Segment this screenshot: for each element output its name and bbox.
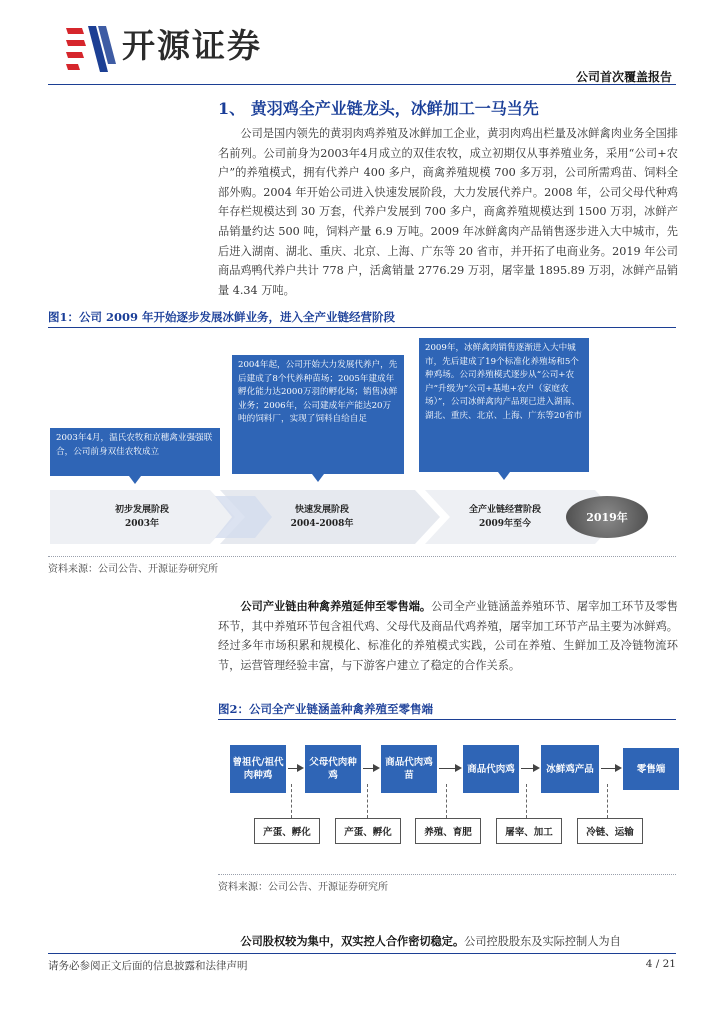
figure1-bottom-rule <box>48 556 676 557</box>
stage-name: 全产业链经营阶段 <box>468 505 541 515</box>
paragraph-body: 公司控股股东及实际控制人为自 <box>464 935 621 948</box>
connector-line <box>526 784 527 818</box>
flow-box-commercial-chicks: 商品代肉鸡苗 <box>381 745 437 793</box>
header-divider <box>48 84 676 85</box>
footer-divider <box>48 953 676 954</box>
timeline-callout-2003: 2003年4月，温氏农牧和京穗禽业强强联合，公司前身双佳农牧成立 <box>50 428 220 476</box>
paragraph-body: 公司全产业链涵盖养殖环节、屠宰加工环节及零售环节，其中养殖环节包含祖代鸡、父母代及商品代鸡养殖，屠宰加工环节产品主要为冰鲜鸡。经过多年市场积累和规模化、标准化的养殖模式实践，公司在养殖、生鲜加工及冷链物流环节，运营管理经验丰富，与下游客户建立了稳定的合作关系。 <box>218 600 678 672</box>
industry-chain-paragraph <box>218 597 678 675</box>
timeline-callout-2009: 2009年，冰鲜禽肉销售逐渐进入大中城市，先后建成了19个标准化养殖场和5个种鸡场。公司养殖模式逐步从“公司+农户”升级为“公司+基地+农户（家庭农场）”，公司冰鲜禽肉产品现已进入湖南、湖北、重庆、北京、上海、广东等20省市 <box>419 338 589 472</box>
sub-box-lay-hatch-2: 产蛋、孵化 <box>335 818 401 844</box>
page-number: 4 / 21 <box>645 958 676 970</box>
stage-period: 2003年 <box>124 519 160 529</box>
flow-box-grandparent-stock: 曾祖代/祖代肉种鸡 <box>230 745 286 793</box>
stage-2009 <box>445 503 565 531</box>
figure1-source: 资料来源：公司公告、开源证券研究所 <box>48 564 218 575</box>
flow-arrow <box>363 768 378 769</box>
stage-name: 初步发展阶段 <box>114 505 169 515</box>
stage-period: 2004-2008年 <box>290 519 354 529</box>
figure2-bottom-rule <box>218 874 676 875</box>
section-title: 1、 黄羽鸡全产业链龙头，冰鲜加工一马当先 <box>218 99 539 118</box>
footer-disclaimer: 请务必参阅正文后面的信息披露和法律声明 <box>48 960 248 972</box>
timeline-end-2019: 2019年 <box>566 496 648 538</box>
stage-2003 <box>92 503 192 531</box>
figure2-title: 图2：公司全产业链涵盖种禽养殖至零售端 <box>218 702 433 716</box>
figure1-rule <box>48 327 676 328</box>
figure2-source: 资料来源：公司公告、开源证券研究所 <box>218 882 388 893</box>
sub-box-slaughter-process: 屠宰、加工 <box>496 818 562 844</box>
stage-2004-2008 <box>262 503 382 531</box>
logo-icon <box>62 24 118 74</box>
flow-arrow <box>521 768 538 769</box>
timeline-callout-2004: 2004年起，公司开始大力发展代养户，先后建成了8个代养种苗场；2005年建成年孵化能力达2000万羽的孵化场；销售冰鲜业务；2006年，公司建成年产能达20万吨的饲料厂，实现了饲料自给自足 <box>232 355 404 474</box>
section-paragraph: 公司是国内领先的黄羽肉鸡养殖及冰鲜加工企业，黄羽肉鸡出栏量及冰鲜禽肉业务全国排名前列。公司前身为2003年4月成立的双佳农牧，成立初期仅从事养殖业务，采用“公司+农户”的养殖模式，拥有代养户 400 多户，商禽养殖规模 700 多万羽，公司所需鸡苗、饲料全部外购。2004 年开始公司进入快速发展阶段，大力发展代养户。2008 年，公司父母代种鸡年存栏规模达到 30 万套，代养户发展到 700 多户，商禽养殖规模达到 1500 万羽，冰鲜产品销量约达 500 吨，饲料产量 6.9 万吨。2009 年冰鲜禽肉产品销售逐步进入大中城市，先后进入湖南、湖北、重庆、北京、上海、广东等 20 省市，并开拓了电商业务。2019 年公司商品鸡鸭代养户共计 778 户，活禽销量 2776.29 万羽，屠宰量 1895.89 万羽，冰鲜产品销量 4.34 万吨。 <box>218 127 678 297</box>
sub-box-raise-fatten: 养殖、育肥 <box>415 818 481 844</box>
figure2-rule <box>218 719 676 720</box>
report-type: 公司首次覆盖报告 <box>575 70 672 84</box>
flow-box-chilled-products: 冰鲜鸡产品 <box>541 745 599 793</box>
shareholding-paragraph <box>218 932 678 952</box>
connector-line <box>291 784 292 818</box>
paragraph-lead: 公司产业链由种禽养殖延伸至零售端。 <box>240 599 432 613</box>
flow-arrow <box>439 768 460 769</box>
sub-box-lay-hatch-1: 产蛋、孵化 <box>254 818 320 844</box>
flow-box-parent-stock: 父母代肉种鸡 <box>305 745 361 793</box>
flow-box-retail: 零售端 <box>623 748 679 790</box>
sub-box-cold-chain: 冷链、运输 <box>577 818 643 844</box>
paragraph-lead: 公司股权较为集中，双实控人合作密切稳定。 <box>240 934 465 948</box>
flow-box-commercial-broiler: 商品代肉鸡 <box>463 745 519 793</box>
figure1-title: 图1：公司 2009 年开始逐步发展冰鲜业务，进入全产业链经营阶段 <box>48 310 396 324</box>
connector-line <box>446 784 447 818</box>
logo-text: 开源证券 <box>122 26 262 65</box>
flow-arrow <box>288 768 302 769</box>
flow-arrow <box>601 768 620 769</box>
connector-line <box>367 784 368 818</box>
stage-name: 快速发展阶段 <box>294 505 349 515</box>
connector-line <box>607 784 608 818</box>
stage-period: 2009年至今 <box>478 519 532 529</box>
